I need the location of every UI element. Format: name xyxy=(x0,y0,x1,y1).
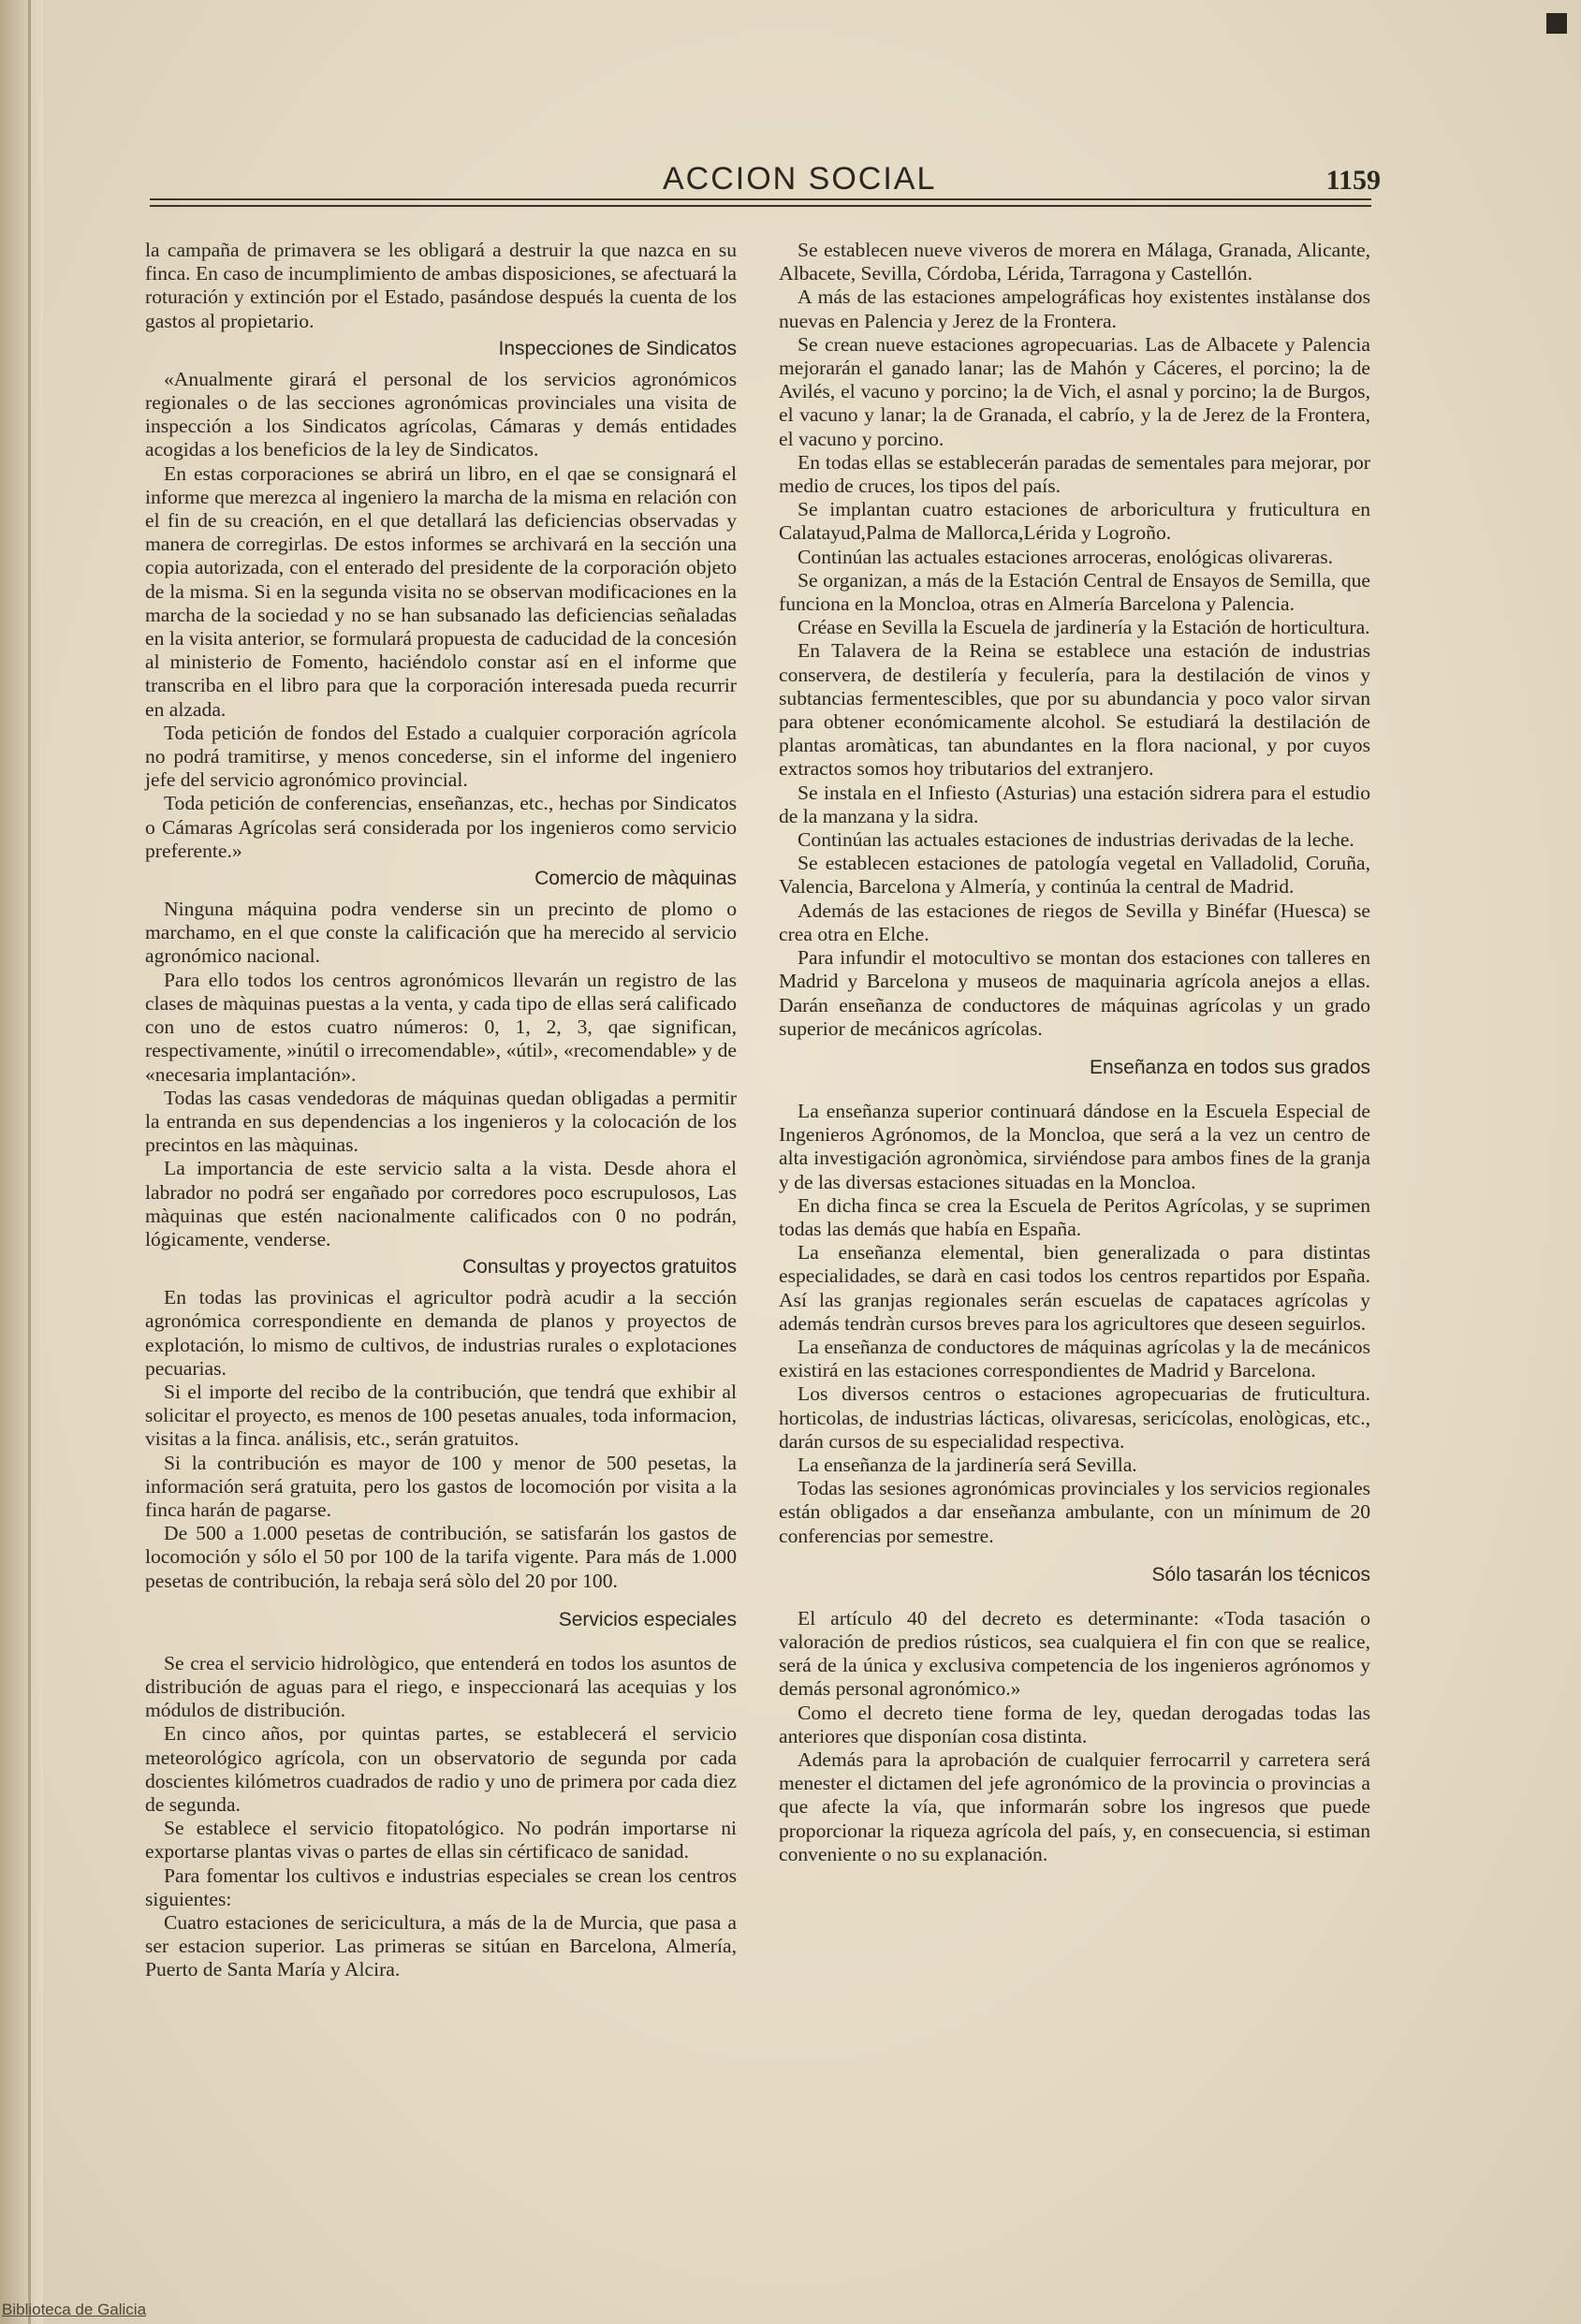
page-binding-edge xyxy=(0,0,43,2324)
paragraph: Si la contribución es mayor de 100 y menor de 500 pesetas, la información será gratuita, pero los gastos de locomoción por visita a la finca harán de pagarse. xyxy=(145,1451,737,1521)
paragraph: Se organizan, a más de la Estación Central de Ensayos de Semilla, que funciona en la Moncloa, otras en Almería Barcelona y Palencia. xyxy=(779,568,1370,616)
paragraph: En Talavera de la Reina se establece una estación de industrias conservera, de destilería y feculería, para la destilación de vinos y subtancias fermentescibles, que por su abundancia y poco valor sirvan para obtener económicamente alcohol. Se estudiará la destilación de plantas aromàticas, tan abundantes en la flora nacional, y por cuyos extractos somos hoy tributarios del extranjero. xyxy=(779,639,1370,781)
paragraph: Se crea el servicio hidrològico, que entenderá en todos los asuntos de distribución de aguas para el riego, e inspeccionará las acequias y los módulos de distribución. xyxy=(145,1651,737,1722)
paragraph: De 500 a 1.000 pesetas de contribución, se satisfarán los gastos de locomoción y sólo el 50 por 100 de la tarifa vigente. Para más de 1.000 pesetas de contribución, la rebaja será sòlo del 20 por 100. xyxy=(145,1522,737,1592)
section-heading: Inspecciones de Sindicatos xyxy=(498,337,737,359)
paragraph: Para ello todos los centros agronómicos llevarán un registro de las clases de màquinas puestas a la venta, y cada tipo de ellas será calificado con uno de estos cuatro números: 0, 1, 2, 3, qae significan, respectivamente, »inútil o irrecomendable», «útil», «recomendable» y de «necesaria implantación». xyxy=(145,968,737,1086)
paragraph: La importancia de este servicio salta a la vista. Desde ahora el labrador no podrá ser engañado por corredores poco escrupulosos, Las màquinas que estén nacionalmente calificados con 0 no podrán, lógicamente, venderse. xyxy=(145,1157,737,1250)
section-heading: Comercio de màquinas xyxy=(534,868,737,890)
publication-title: ACCION SOCIAL xyxy=(663,161,937,197)
paragraph: Cuatro estaciones de sericicultura, a más de la de Murcia, que pasa a ser estacion superior. Las primeras se sitúan en Barcelona, Almería, Puerto de Santa María y Alcira. xyxy=(145,1911,737,1981)
paragraph: El artículo 40 del decreto es determinante: «Toda tasación o valoración de predios rústicos, sea cualquiera el fin con que se realice, será de la única y exclusiva competencia de los ingenieros agrónomos y demás personal agronómico.» xyxy=(779,1606,1370,1701)
paragraph: La enseñanza elemental, bien generalizada o para distintas especialidades, se darà en casi todos los centros repartidos por España. Así las granjas regionales serán escuelas de capataces agrícolas y además tendràn cursos breves para los agricultores que deseen seguirlos. xyxy=(779,1241,1370,1335)
library-watermark-link[interactable]: Biblioteca de Galicia xyxy=(2,2301,147,2318)
paragraph: Todas las casas vendedoras de máquinas quedan obligadas a permitir la entranda en sus dependencias a los ingenieros y la colocación de los precintos en las màquinas. xyxy=(145,1086,737,1157)
paragraph: Continúan las actuales estaciones de industrias derivadas de la leche. xyxy=(798,828,1354,852)
header-rule-top xyxy=(150,198,1371,200)
paragraph: Todas las sesiones agronómicas provinciales y los servicios regionales están obligados a dar enseñanza ambulante, con un mínimum de 20 conferencias por semestre. xyxy=(779,1477,1370,1547)
binding-line xyxy=(28,0,31,2324)
paragraph: Se establece el servicio fitopatológico. No podrán importarse ni exportarse plantas vivas o partes de ellas sin cértificaco de sanidad. xyxy=(145,1817,737,1864)
page-header xyxy=(150,157,1381,204)
paragraph: En todas las provinicas el agricultor podrà acudir a la sección agronómica correspondiente en demanda de planos y proyectos de explotación, lo mismo de cultivos, de industrias rurales o explotaciones pecuarias. xyxy=(145,1286,737,1380)
paragraph: La enseñanza superior continuará dándose en la Escuela Especial de Ingenieros Agrónomos, de la Moncloa, que será a la vez un centro de alta investigación agronòmica, sirviéndose para ambos fines de la granja y de las diversas estaciones situadas en la Moncloa. xyxy=(779,1099,1370,1193)
paragraph: la campaña de primavera se les obligará a destruir la que nazca en su finca. En caso de incumplimiento de ambas disposiciones, se afectuará la roturación y extinción por el Estado, pasándose después la cuenta de los gastos al propietario. xyxy=(145,239,737,332)
section-heading: Sólo tasarán los técnicos xyxy=(1151,1563,1370,1586)
paragraph: Créase en Sevilla la Escuela de jardinería y la Estación de horticultura. xyxy=(798,616,1370,639)
paragraph: Se crean nueve estaciones agropecuarias. Las de Albacete y Palencia mejorarán el ganado lanar; las de Mahón y Cáceres, el porcino; la de Avilés, el vacuno y porcino; la de Vich, el asnal y porcino; la de Burgos, el vacuno y lanar; la de Granada, el cabrío, y la de Jerez de la Frontera, el vacuno y porcino. xyxy=(779,332,1370,450)
paragraph: Para infundir el motocultivo se montan dos estaciones con talleres en Madrid y Barcelona y museos de maquinaria agrícola anejos a ellas. Darán enseñanza de conductores de máquinas agrícolas y un grado superior de mecánicos agrícolas. xyxy=(779,946,1370,1040)
paragraph: La enseñanza de la jardinería será Sevilla. xyxy=(798,1453,1137,1476)
corner-registration-mark xyxy=(1546,13,1567,34)
paragraph: Se implantan cuatro estaciones de arboricultura y fruticultura en Calatayud,Palma de Mallorca,Lérida y Logroño. xyxy=(779,498,1370,545)
paragraph: Si el importe del recibo de la contribución, que tendrá que exhibir al solicitar el proyecto, es menos de 100 pesetas anuales, toda informacion, visitas a la finca. análisis, etc., serán gratuitos. xyxy=(145,1380,737,1451)
paragraph: En dicha finca se crea la Escuela de Peritos Agrícolas, y se suprimen todas las demás que había en España. xyxy=(779,1193,1370,1240)
paragraph: Se establecen nueve viveros de morera en Málaga, Granada, Alicante, Albacete, Sevilla, Córdoba, Lérida, Tarragona y Castellón. xyxy=(779,239,1370,285)
paragraph: Continúan las actuales estaciones arroceras, enológicas olivareras. xyxy=(798,545,1334,568)
paragraph: La enseñanza de conductores de máquinas agrícolas y la de mecánicos existirá en las estaciones correspondientes de Madrid y Barcelona. xyxy=(779,1335,1370,1382)
paragraph: Toda petición de conferencias, enseñanzas, etc., hechas por Sindicatos o Cámaras Agrícolas será considerada por los ingenieros como servicio preferente.» xyxy=(145,792,737,862)
section-heading: Consultas y proyectos gratuitos xyxy=(462,1256,737,1279)
paragraph: Además para la aprobación de cualquier ferrocarril y carretera será menester el dictamen del jefe agronómico de la provincia o provincias a que afecte la vía, que informarán sobre los ingresos que puede proporcionar la riqueza agrícola del país, y, en consecuencia, si estiman conveniente o no su explanación. xyxy=(779,1747,1370,1865)
paragraph: A más de las estaciones ampelográficas hoy existentes instàlanse dos nuevas en Palencia y Jerez de la Frontera. xyxy=(779,285,1370,332)
paragraph: Toda petición de fondos del Estado a cualquier corporación agrícola no podrá tramitirse, y menos concederse, sin el informe del ingeniero jefe del servicio agronómico provincial. xyxy=(145,721,737,792)
paragraph: En estas corporaciones se abrirá un libro, en el qae se consignará el informe que merezca al ingeniero la marcha de la misma en relación con el fin de su creación, en el que detallará las deficiencias observadas y manera de corregirlas. De estos informes se archivará en la sección una copia autorizada, con el enterado del presidente de la corporación objeto de la misma. Si en la segunda visita no se observan modificaciones en la marcha de la sociedad y no se han subsanado las deficiencias señaladas en la visita anterior, se formulará propuesta de caducidad de la concesión al ministerio de Fomento, haciéndolo constar así en el informe que transcriba en el libro para que la corporación interesada pueda recurrir en alzada. xyxy=(145,461,737,721)
section-heading: Servicios especiales xyxy=(558,1608,737,1630)
paragraph: En cinco años, por quintas partes, se establecerá el servicio meteorológico agrícola, con un observatorio de segunda por cada doscientes kilómetros cuadrados de radio y uno de primera por cada diez de segunda. xyxy=(145,1722,737,1816)
section-heading: Enseñanza en todos sus grados xyxy=(1089,1056,1370,1078)
paragraph: Ninguna máquina podra venderse sin un precinto de plomo o marchamo, en el que conste la calificación que ha merecido al servicio agronómico nacional. xyxy=(145,898,737,968)
page-number: 1159 xyxy=(1325,165,1381,196)
paragraph: «Anualmente girará el personal de los servicios agronómicos regionales o de las secciones agronómicas provinciales una visita de inspección a los Sindicatos agrícolas, Cámaras y demás entidades acogidas a los beneficios de la ley de Sindicatos. xyxy=(145,367,737,461)
paragraph: Para fomentar los cultivos e industrias especiales se crean los centros siguientes: xyxy=(145,1864,737,1910)
paragraph: En todas ellas se establecerán paradas de sementales para mejorar, por medio de cruces, los tipos del país. xyxy=(779,450,1370,498)
left-column xyxy=(145,239,737,1982)
paragraph: Como el decreto tiene forma de ley, quedan derogadas todas las anteriores que disponían cosa distinta. xyxy=(779,1701,1370,1747)
paragraph: Además de las estaciones de riegos de Sevilla y Binéfar (Huesca) se crea otra en Elche. xyxy=(779,899,1370,945)
paragraph: Se instala en el Infiesto (Asturias) una estación sidrera para el estudio de la manzana y la sidra. xyxy=(779,781,1370,827)
paragraph: Los diversos centros o estaciones agropecuarias de fruticultura. horticolas, de industrias lácticas, olivaresas, sericícolas, enològicas, etc., darán cursos de su especialidad respectiva. xyxy=(779,1382,1370,1453)
paragraph: Se establecen estaciones de patología vegetal en Valladolid, Coruña, Valencia, Barcelona y Almería, y continúa la central de Madrid. xyxy=(779,852,1370,899)
right-column xyxy=(779,239,1370,1866)
header-rule-bottom xyxy=(150,205,1371,207)
